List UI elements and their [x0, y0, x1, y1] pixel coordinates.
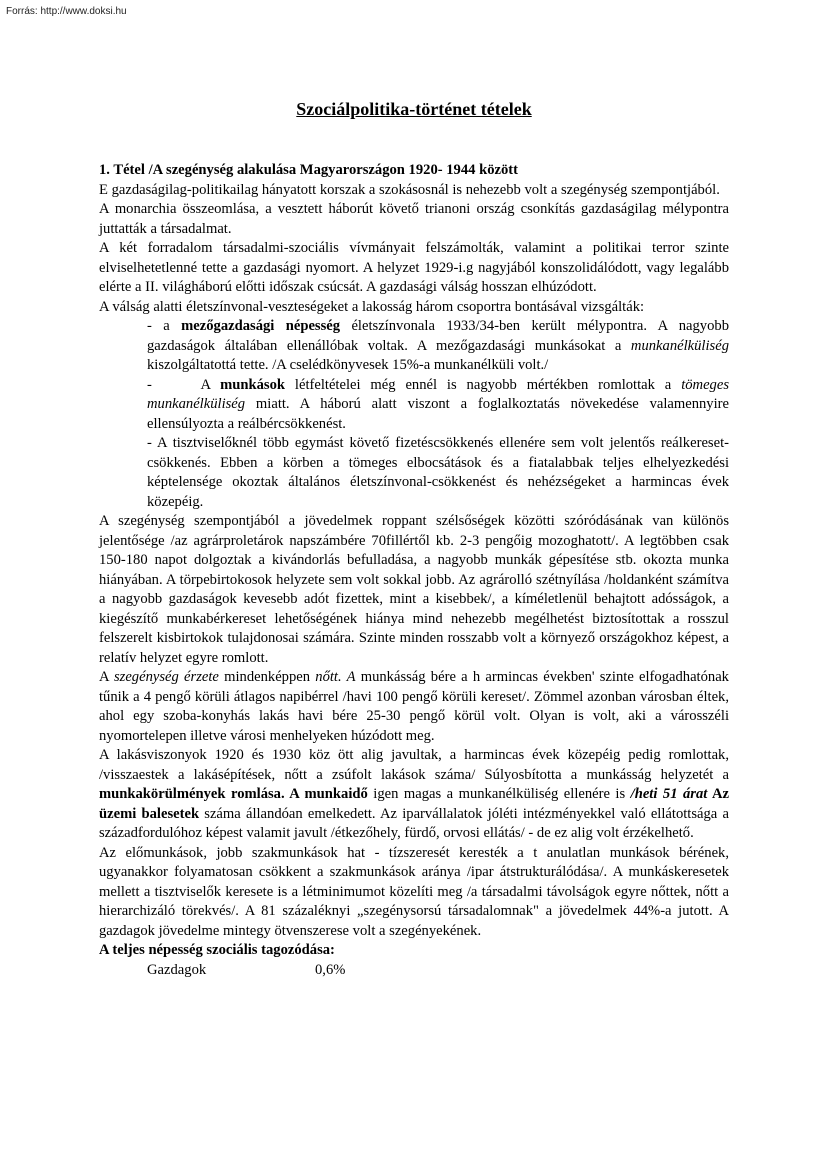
list-item-officials: - A tisztviselőknél több egymást követő fizetéscsökkenés ellenére sem volt jelentős reálkereset-csökkenés. Ebben a körben a tömeges elbocsátások és a fiatalabbak teljes elhelyezkedési képtelensége okoztak általános életszínvonal-csökkenést és nehézségeket a harmincas évek közepéig.	[147, 435, 729, 510]
document-body	[99, 161, 729, 980]
list-item-agriculture: - a mezőgazdasági népesség életszínvonala 1933/34-ben került mélypontra. A nagyobb gazdaságok általában ellenállóbak voltak. A mezőgazdasági munkásokat a munkanélküliség kiszolgáltatottá tette. /A cselédkönyvesek 15%-a munkanélküli volt./	[147, 318, 729, 373]
paragraph-1: E gazdaságilag-politikailag hányatott korszak a szokásosnál is nehezebb volt a szegénység szempontjából.	[99, 181, 720, 198]
source-note: Forrás: http://www.doksi.hu	[6, 6, 127, 17]
group-list	[99, 317, 729, 512]
row-label: Gazdagok	[147, 961, 207, 978]
population-heading: A teljes népesség szociális tagozódása:	[99, 942, 335, 958]
paragraph-3: A két forradalom társadalmi-szociális vívmányait felszámolták, valamint a politikai terror szinte elviselhetetlenné tette a gazdasági nyomort. A helyzet 1929-i.g nagyjából konszolidálódott, vagy legalább elérte a II. világháború előtti időszak csúcsát. A gazdasági válság hosszan elhúzódott.	[99, 240, 729, 295]
paragraph-4: A válság alatti életszínvonal-veszteségeket a lakosság három csoportra bontásával vizsgálták:	[99, 298, 645, 315]
paragraph-7: A lakásviszonyok 1920 és 1930 köz ött alig javultak, a harmincas évek közepéig pedig romlottak, /visszaestek a lakásépítések, nőtt a zsúfolt lakások száma/ Súlyosbította a munkásság helyzetét a munkakörülmények romlása. A munkaidő igen magas a munkanélküliség ellenére is /heti 51 árat Az üzemi balesetek száma állandóan emelkedett. Az iparvállalatok jóléti intézményekkel való ellátottsága a századfordulóhoz képest valamit javult /étkezőhely, fürdő, orvosi ellátás/ - de ez alig volt érzékelhető.	[99, 747, 729, 841]
table-row	[99, 961, 729, 981]
paragraph-8: Az előmunkások, jobb szakmunkások hat - tízszeresét keresték a t anulatlan munkások bérének, ugyanakkor folyamatosan csökkent a szakmunkások aránya /ipar átstrukturálódása/. A munkáskeresetek mellett a tisztviselők keresete is a létminimumot közelíti meg /a társadalmi távolságok egyre nőttek, nőtt a hierarchizáló törekvés/. A 81 százaléknyi „szegénysorsú társadalomnak" a jövedelmek 44%-a jutott. A gazdagok jövedelme mintegy ötvenszerese volt a szegényekének.	[99, 844, 729, 939]
list-item-workers: - A munkások létfeltételei még ennél is nagyobb mértékben romlottak a tömeges munkanélküliség miatt. A háború alatt viszont a foglalkoztatás növekedése valamennyire ellensúlyozta a reálbércsökkenést.	[147, 376, 730, 432]
paragraph-6: A szegénység érzete mindenképpen nőtt. A munkásság bére a h armincas években' szinte elfogadhatónak tűnik a 4 pengő körüli átlagos napibérrel /havi 100 pengő körüli kereset/. Zömmel azonban városban éltek, ahol egy szoba-konyhás lakás havi bére 25-30 pengő körül volt. Olyan is volt, aki a városszéli nyomortelepen illetve városi menhelyeken húzódott meg.	[99, 669, 729, 744]
row-value: 0,6%	[315, 961, 346, 978]
paragraph-2: A monarchia összeomlása, a vesztett háborút követő trianoni ország csonkítás gazdaságilag mélypontra juttatták a társadalmat.	[99, 201, 729, 237]
document-title: Szociálpolitika-történet tételek	[296, 99, 532, 119]
section-heading: 1. Tétel /A szegénység alakulása Magyarországon 1920- 1944 között	[99, 162, 518, 178]
paragraph-5: A szegénység szempontjából a jövedelmek roppant szélsőségek közötti szóródásának van különös jelentősége /az agrárproletárok napszámbére 70fillértől kb. 2-3 pengőig mozoghatott/. A legtöbben csak 150-180 napot dolgoztak a kivándorlás befulladása, a nagyobb munkák gépesítése stb. okozta munka hiányában. A törpebirtokosok helyzete sem volt sokkal jobb. Az agrárolló szétnyílása /holdanként számítva a nagyobb gazdaságok kevesebb adót fizettek, mint a kisebbek/, a kíméletlenül behajtott adósságok, a kiegészítő munkabérkereset lehetőségének hiánya mind nehezebb megélhetést biztosítottak a rosszul felszerelt kisbirtokok tulajdonosai számára. Szinte minden rosszabb volt a környező országokhoz képest, a relatív helyzet egyre romlott.	[99, 513, 729, 666]
